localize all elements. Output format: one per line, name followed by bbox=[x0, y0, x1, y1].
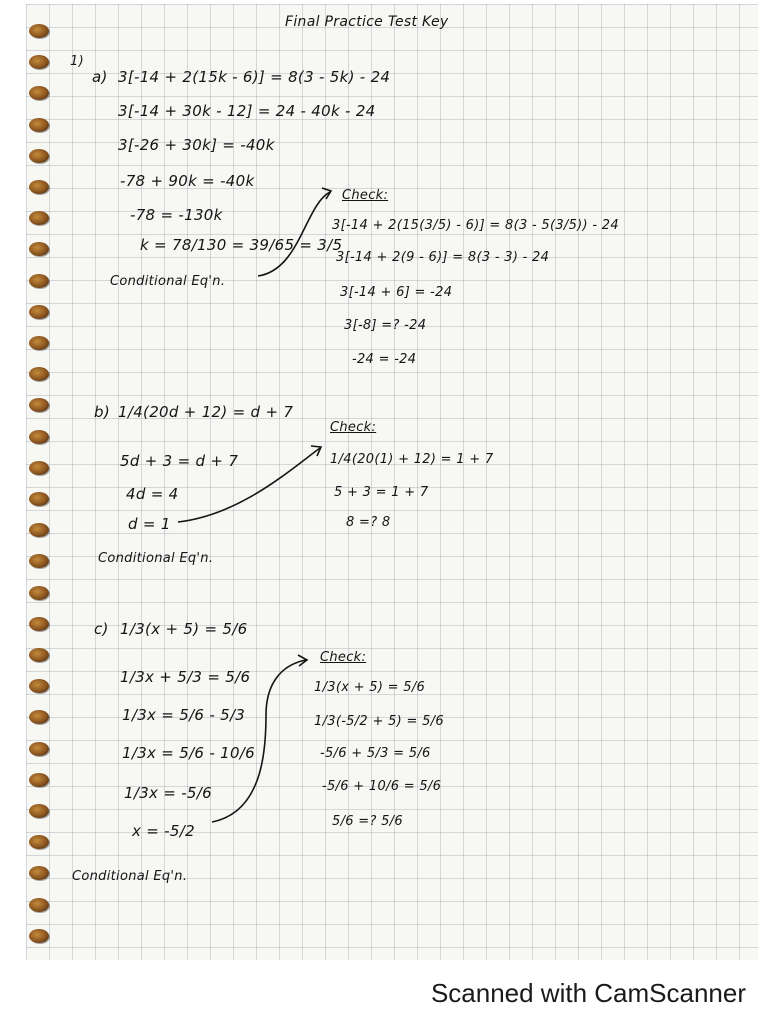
part-a-step-2: 3[-14 + 30k - 12] = 24 - 40k - 24 bbox=[118, 102, 376, 120]
binding-hole bbox=[29, 679, 49, 693]
part-c-step-6: x = -5/2 bbox=[132, 822, 195, 840]
part-b-check-1: 1/4(20(1) + 12) = 1 + 7 bbox=[330, 452, 494, 467]
page-title: Final Practice Test Key bbox=[285, 14, 449, 30]
part-c-check-5: 5/6 =? 5/6 bbox=[332, 814, 403, 829]
binding-hole bbox=[29, 617, 49, 631]
part-a-check-5: -24 = -24 bbox=[352, 352, 417, 367]
binding-hole bbox=[29, 149, 49, 163]
binding-hole bbox=[29, 554, 49, 568]
part-a-step-3: 3[-26 + 30k] = -40k bbox=[118, 136, 275, 154]
part-a-classification: Conditional Eq'n. bbox=[110, 274, 226, 289]
binding-hole bbox=[29, 336, 49, 350]
binding-hole bbox=[29, 274, 49, 288]
part-b-step-2: 5d + 3 = d + 7 bbox=[120, 452, 239, 470]
part-a-check-1: 3[-14 + 2(15(3/5) - 6)] = 8(3 - 5(3/5)) - 24 bbox=[332, 218, 619, 233]
binding-hole bbox=[29, 898, 49, 912]
part-b-step-1: 1/4(20d + 12) = d + 7 bbox=[118, 403, 294, 421]
part-b-check-2: 5 + 3 = 1 + 7 bbox=[334, 485, 429, 500]
binding-hole bbox=[29, 118, 49, 132]
binding-hole bbox=[29, 866, 49, 880]
part-b-check-label: Check: bbox=[330, 420, 377, 435]
binding-hole bbox=[29, 710, 49, 724]
binding-hole bbox=[29, 835, 49, 849]
binding-hole bbox=[29, 461, 49, 475]
part-c-check-4: -5/6 + 10/6 = 5/6 bbox=[322, 779, 442, 794]
binding-hole bbox=[29, 773, 49, 787]
part-a-step-5: -78 = -130k bbox=[130, 206, 223, 224]
part-c-label: c) bbox=[94, 620, 109, 638]
spiral-binding bbox=[29, 24, 55, 954]
part-c-step-5: 1/3x = -5/6 bbox=[124, 784, 212, 802]
part-a-check-4: 3[-8] =? -24 bbox=[344, 318, 427, 333]
binding-hole bbox=[29, 367, 49, 381]
part-b-step-4: d = 1 bbox=[128, 515, 171, 533]
binding-hole bbox=[29, 86, 49, 100]
binding-hole bbox=[29, 492, 49, 506]
problem-number: 1) bbox=[70, 54, 84, 69]
binding-hole bbox=[29, 180, 49, 194]
binding-hole bbox=[29, 523, 49, 537]
binding-hole bbox=[29, 648, 49, 662]
part-b-check-3: 8 =? 8 bbox=[346, 515, 391, 530]
part-a-step-6: k = 78/130 = 39/65 = 3/5 bbox=[140, 236, 343, 254]
part-a-step-1: 3[-14 + 2(15k - 6)] = 8(3 - 5k) - 24 bbox=[118, 68, 391, 86]
part-c-step-1: 1/3(x + 5) = 5/6 bbox=[120, 620, 248, 638]
part-c-step-2: 1/3x + 5/3 = 5/6 bbox=[120, 668, 251, 686]
binding-hole bbox=[29, 742, 49, 756]
binding-hole bbox=[29, 586, 49, 600]
binding-hole bbox=[29, 305, 49, 319]
binding-hole bbox=[29, 242, 49, 256]
binding-hole bbox=[29, 804, 49, 818]
binding-hole bbox=[29, 929, 49, 943]
part-a-check-3: 3[-14 + 6] = -24 bbox=[340, 285, 453, 300]
binding-hole bbox=[29, 24, 49, 38]
part-c-classification: Conditional Eq'n. bbox=[72, 869, 188, 884]
part-c-check-1: 1/3(x + 5) = 5/6 bbox=[314, 680, 426, 695]
part-c-step-3: 1/3x = 5/6 - 5/3 bbox=[122, 706, 246, 724]
part-a-step-4: -78 + 90k = -40k bbox=[120, 172, 255, 190]
part-c-step-4: 1/3x = 5/6 - 10/6 bbox=[122, 744, 255, 762]
part-b-step-3: 4d = 4 bbox=[126, 485, 179, 503]
scanner-watermark: Scanned with CamScanner bbox=[430, 978, 746, 1008]
part-c-check-2: 1/3(-5/2 + 5) = 5/6 bbox=[314, 714, 444, 729]
binding-hole bbox=[29, 55, 49, 69]
part-a-check-2: 3[-14 + 2(9 - 6)] = 8(3 - 3) - 24 bbox=[336, 250, 550, 265]
part-a-label: a) bbox=[92, 68, 108, 86]
part-a-check-label: Check: bbox=[342, 188, 389, 203]
part-c-check-3: -5/6 + 5/3 = 5/6 bbox=[320, 746, 431, 761]
part-b-label: b) bbox=[94, 403, 110, 421]
part-b-classification: Conditional Eq'n. bbox=[98, 551, 214, 566]
binding-hole bbox=[29, 211, 49, 225]
binding-hole bbox=[29, 430, 49, 444]
part-c-check-label: Check: bbox=[320, 650, 367, 665]
binding-hole bbox=[29, 398, 49, 412]
